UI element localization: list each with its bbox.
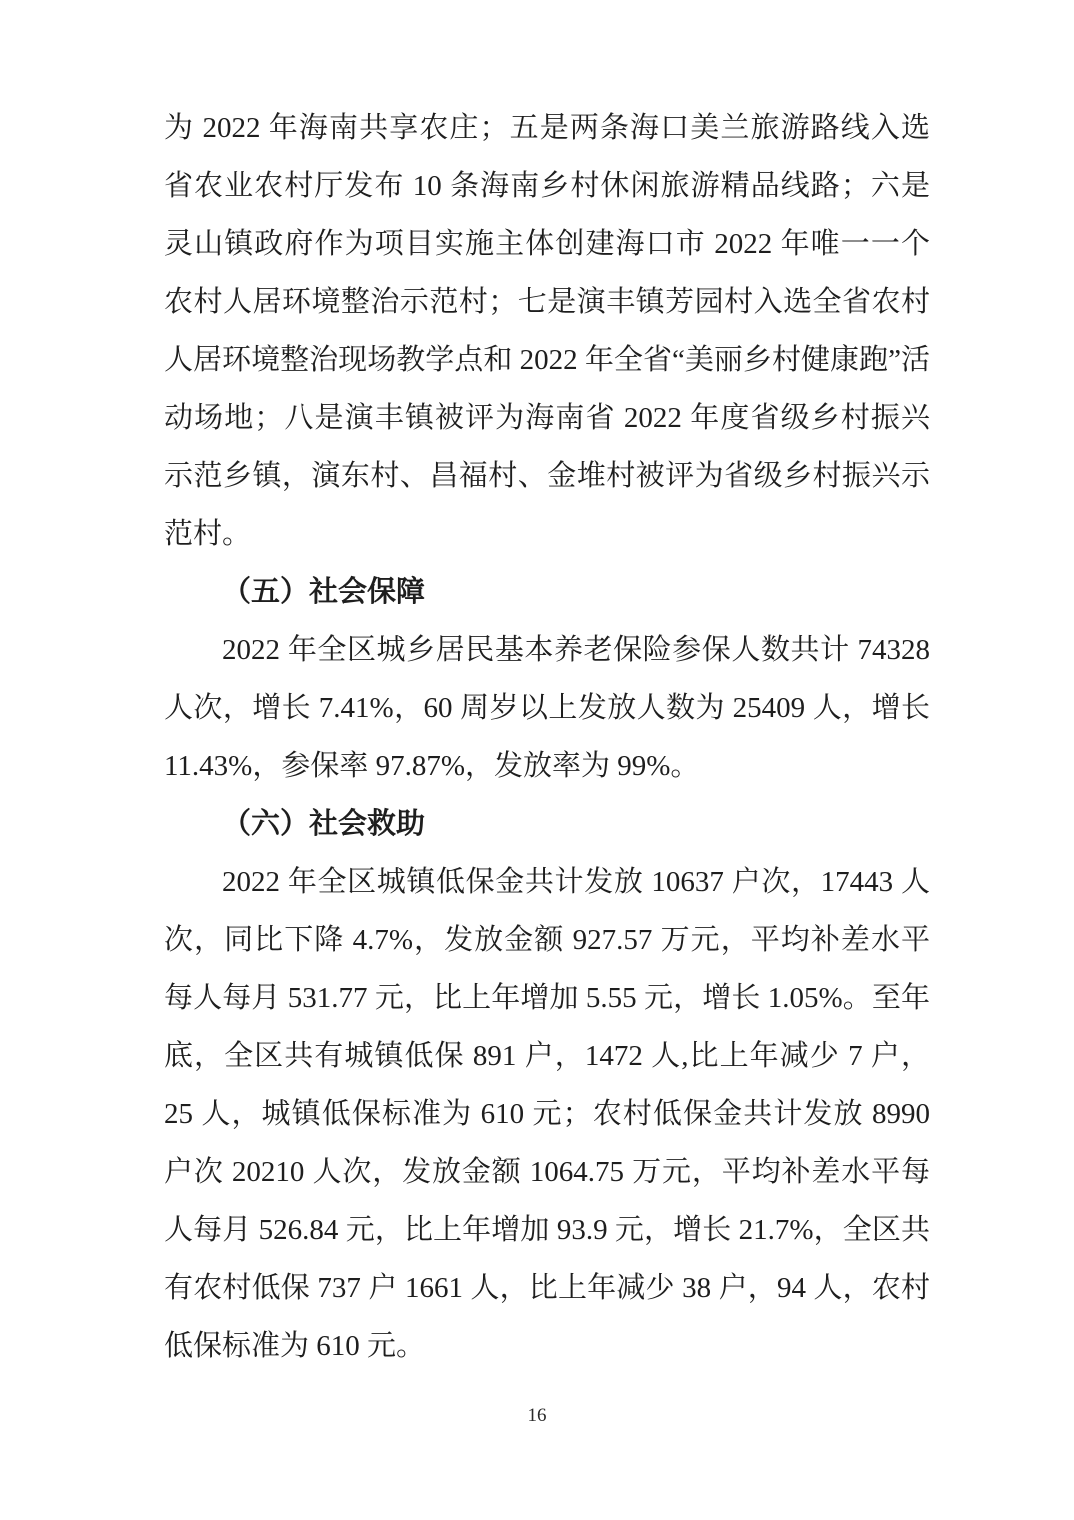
paragraph-rural-revitalization-continuation: 为 2022 年海南共享农庄；五是两条海口美兰旅游路线入选省农业农村厅发布 10 条海南乡村休闲旅游精品线路；六是灵山镇政府作为项目实施主体创建海口市 2022 年唯一一个农村人居环境整治示范村；七是演丰镇芳园村入选全省农村人居环境整治现场教学点和 2022 年全省“美丽乡村健康跑”活动场地；八是演丰镇被评为海南省 2022 年度省级乡村振兴示范乡镇，演东村、昌福村、金堆村被评为省级乡村振兴示范村。 [164,112,930,550]
page-number: 16 [527,1405,547,1426]
paragraph-social-security: 2022 年全区城乡居民基本养老保险参保人数共计 74328 人次，增长 7.41%，60 周岁以上发放人数为 25409 人，增长 11.43%，参保率 97.87%，发放率为 99%。 [164,634,930,782]
section-heading-social-assistance: （六）社会救助 [222,808,426,840]
section-heading-social-security: （五）社会保障 [222,576,426,608]
document-body [164,99,930,1375]
paragraph-social-assistance: 2022 年全区城镇低保金共计发放 10637 户次，17443 人次，同比下降 4.7%，发放金额 927.57 万元，平均补差水平每人每月 531.77 元，比上年增加 5.55 元，增长 1.05%。至年底，全区共有城镇低保 891 户，1472 人,比上年减少 7 户，25 人，城镇低保标准为 610 元；农村低保金共计发放 8990 户次 20210 人次，发放金额 1064.75 万元，平均补差水平每人每月 526.84 元，比上年增加 93.9 元，增长 21.7%，全区共有农村低保 737 户 1661 人，比上年减少 38 户，94 人，农村低保标准为 610 元。 [164,866,930,1362]
